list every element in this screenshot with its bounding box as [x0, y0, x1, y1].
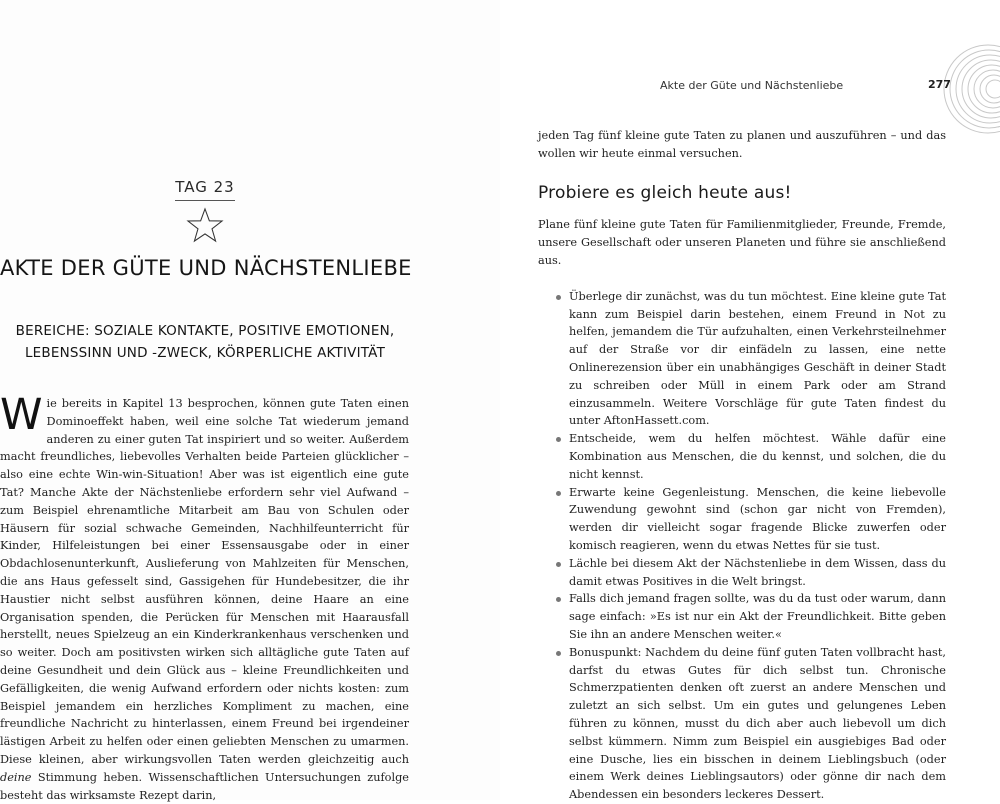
areas-line-2: LEBENSSINN UND -ZWECK, KÖRPERLICHE AKTIVITÄT [24, 345, 386, 361]
intro-paragraph: Plane fünf kleine gute Taten für Familienmitglieder, Freunde, Fremde, unsere Gesellschaft oder unseren Planeten und führe sie anschließend aus. [538, 218, 946, 267]
areas-subtitle [0, 320, 410, 364]
left-text-part-1: ie bereits in Kapitel 13 besprochen, können gute Taten einen Dominoeffekt haben, weil eine solche Tat wiederum jemand anderen zu einer guten Tat inspiriert und so weiter. Außerdem macht freundliches, liebevolles Verhalten beide Parteien glücklicher – also eine echte Win-win-Situation! Aber was ist eigentlich eine gute Tat? Manche Akte der Nächstenliebe erfordern sehr viel Aufwand – zum Beispiel ehrenamtliche Mitarbeit am Bau von Schulen oder Häusern für sozial schwache Gemeinden, Nachhilfeunterricht für Kinder, Hilfeleistungen bei einer Essensausgabe oder in einer Obdachlosenunterkunft, Auslieferung von Mahlzeiten für Menschen, die ans Haus gefesselt sind, Gassigehen für Hundebesitzer, die ihr Haustier nicht selbst ausführen können, deine Haare an eine Organisation spenden, die Perücken für Menschen mit Haarausfall herstellt, neues Spielzeug an ein Kinderkrankenhaus verschenken und so weiter. Doch am positivsten wirken sich alltägliche gute Taten auf deine Gesundheit und dein Glück aus – kleine Freundlichkeiten und Gefälligkeiten, die wenig Aufwand erfordern oder nichts kosten: zum Beispiel jemandem ein herzliches Kompliment zu machen, eine freundliche Nachricht zu hinterlassen, einem Freund bei irgendeiner lästigen Arbeit zu helfen oder einen geliebten Menschen zu umarmen. Diese kleinen, aber wirkungsvollen Taten werden gleichzeitig auch [0, 397, 409, 766]
areas-line-1: BEREICHE: SOZIALE KONTAKTE, POSITIVE EMOTIONEN, [15, 323, 395, 339]
left-page [0, 0, 500, 800]
left-paragraph [0, 390, 409, 804]
drop-cap: W [0, 390, 43, 440]
right-body-text [538, 127, 946, 804]
list-item: Falls dich jemand fragen sollte, was du da tust oder warum, dann sage einfach: »Es ist nur ein Akt der Freundlichkeit. Bitte geben Sie ihn an andere Menschen weiter.« [569, 590, 946, 643]
star-icon [186, 207, 224, 243]
list-item: Überlege dir zunächst, was du tun möchtest. Eine kleine gute Tat kann zum Beispiel darin bestehen, einem Freund in Not zu helfen, jemandem die Tür aufzuhalten, einen Verkehrsteilnehmer auf der Straße vor dir einfädeln zu lassen, eine nette Onlinerezension über ein unabhängiges Geschäft in deiner Stadt zu schreiben oder Müll in einem Park oder am Strand einzusammeln. Weitere Vorschläge für gute Taten findest du unter AftonHassett.com. [569, 288, 946, 430]
list-item: Erwarte keine Gegenleistung. Menschen, die keine liebevolle Zuwendung gewohnt sind (schon gar nicht von Fremden), werden dir vielleicht sogar fragende Blicke zuwerfen oder komisch reagieren, wenn du etwas Nettes für sie tust. [569, 484, 946, 555]
list-item: Entscheide, wem du helfen möchtest. Wähle dafür eine Kombination aus Menschen, die du kennst, und solchen, die du nicht kennst. [569, 430, 946, 483]
left-text-part-2: Stimmung heben. Wissenschaftlichen Untersuchungen zufolge besteht das wirksamste Rezept darin, [0, 770, 409, 802]
section-heading: Probiere es gleich heute aus! [538, 182, 792, 203]
page-number: 277 [928, 78, 951, 91]
chapter-title: AKTE DER GÜTE UND NÄCHSTENLIEBE [0, 256, 412, 280]
list-item: Lächle bei diesem Akt der Nächstenliebe in dem Wissen, dass du damit etwas Positives in die Welt bringst. [569, 555, 946, 591]
left-body-text [0, 390, 409, 804]
bullet-list [538, 288, 946, 804]
list-item: Bonuspunkt: Nachdem du deine fünf guten Taten vollbracht hast, darfst du etwas Gutes für dich selbst tun. Chronische Schmerzpatienten denken oft zuerst an andere Menschen und zuletzt an sich selbst. Um ein gutes und gelungenes Leben führen zu können, musst du dich aber auch liebevoll um dich selbst kümmern. Nimm zum Beispiel ein ausgiebiges Bad oder eine Dusche, lies ein bisschen in deinem Lieblingsbuch (oder einem Werk deines Lieblingsautors) oder gönne dir nach dem Abendessen ein besonders leckeres Dessert. [569, 644, 946, 804]
continuation-paragraph: jeden Tag fünf kleine gute Taten zu planen und auszuführen – und das wollen wir heute einmal versuchen. [538, 129, 946, 160]
running-head: Akte der Güte und Nächstenliebe [660, 79, 844, 92]
chapter-header [0, 178, 410, 243]
italic-emphasis: deine [0, 770, 32, 784]
day-label: TAG 23 [175, 178, 234, 201]
